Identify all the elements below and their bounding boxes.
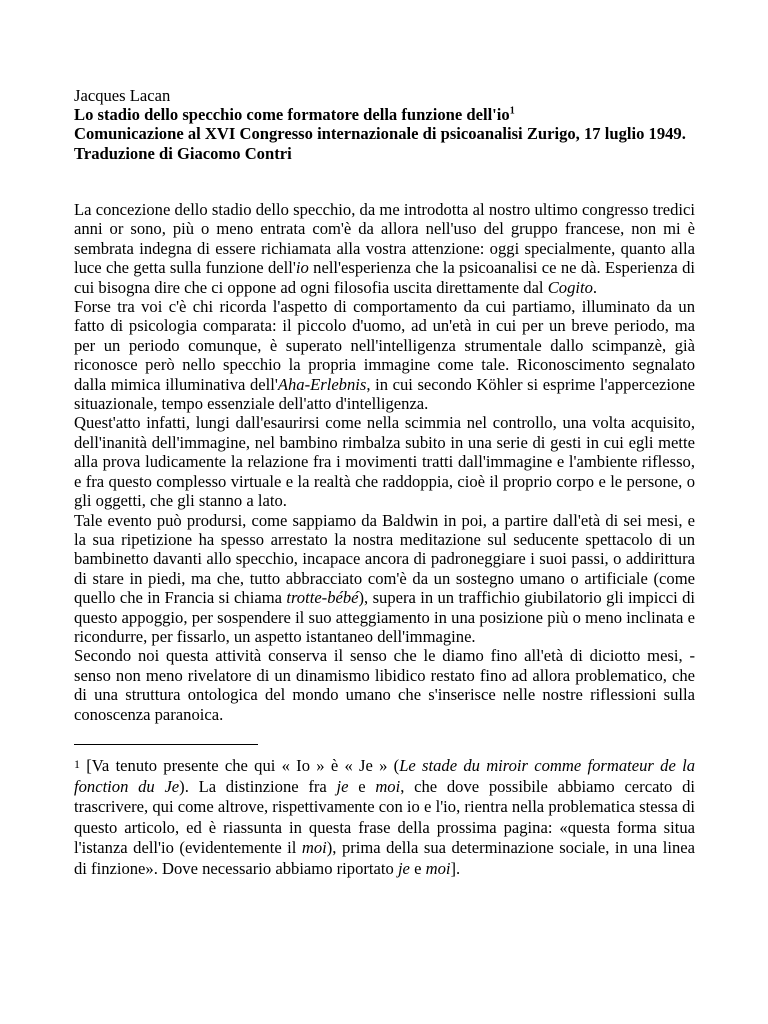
paragraph-1-italic-cogito: Cogito <box>547 277 593 297</box>
paragraph-4-text: Tale evento può prodursi, come sappiamo da Baldwin in poi, a partire dall'età di sei mesi, e la sua ripetizione ha spesso arrestato la nostra meditazione sul seducente spettacolo di un bambinetto davanti allo specchio, incapace ancora di padroneggiare i suoi passi, o addirittura di stare in piedi, ma che, tutto abbracciato com'è da un sostegno umano o artificiale (come quello che in Francia si chiama <box>74 510 695 608</box>
footnote-text-6: e <box>409 858 426 878</box>
footnote-text-4: , che dove possibile abbiamo cercato di trascrivere, qui come altrove, rispettivamente con io e l'io, rientra nella problematica stessa di questo articolo, ed è riassunta in questa frase della prossima pagina: «questa forma situa l'istanza dell'io (evidentemente il <box>74 776 695 858</box>
footnote-text-3: e <box>348 776 376 796</box>
footnote-text-2: ). La distinzione fra <box>179 776 337 796</box>
paragraph-2-text: Forse tra voi c'è chi ricorda l'aspetto di comportamento da cui partiamo, illuminato da un fatto di psicologia comparata: il piccolo d'uomo, ad un'età in cui per un breve periodo, ma per un periodo comunque, è superato nell'intelligenza strumentale dallo scimpanzè, già riconosce però nello specchio la propria immagine come tale. Riconoscimento segnalato dalla mimica illuminativa dell' <box>74 297 695 394</box>
author-name: Jacques Lacan <box>74 86 171 105</box>
paragraph-1-end: . <box>592 277 598 297</box>
footnote-italic-moi-3: moi <box>425 858 451 878</box>
footnote-1 <box>74 754 695 880</box>
footnote-italic-title: Le stade du miroir comme formateur de la fonction du Je <box>74 755 695 796</box>
document-title <box>74 105 695 124</box>
paragraph-4-text-cont: ), supera in un traffichio giubilatorio gli impicci di questo appoggio, per sospendere il suo atteggiamento in una posizione più o meno inclinata e ricondurre, per fissarlo, un aspetto istantaneo dell'immagine. <box>74 588 695 646</box>
paragraph-1 <box>74 200 695 297</box>
footnote-italic-moi: moi <box>375 776 401 796</box>
paragraph-4 <box>74 511 695 647</box>
paragraph-3: Quest'atto infatti, lungi dall'esaurirsi come nella scimmia nel controllo, una volta acquisito, dell'inanità dell'immagine, nel bambino rimbalza subito in una serie di gesti in cui egli mette alla prova ludicamente la relazione fra i movimenti tratti dall'immagine e l'ambiente riflesso, e fra questo complesso virtuale e la realtà che raddoppia, cioè il proprio corpo e le persone, o gli oggetti, che gli stanno a lato. <box>74 413 695 511</box>
paragraph-2-text-cont: , in cui secondo Köhler si esprime l'appercezione situazionale, tempo essenziale dell'atto d'intelligenza. <box>74 374 695 414</box>
footnote-divider <box>74 744 258 745</box>
footnote-text: [Va tenuto presente che qui « Io » è « Je » ( <box>80 755 400 775</box>
footnote-text-end: ]. <box>450 858 461 878</box>
footnote-text-5: ), prima della sua determinazione sociale, in una linea di finzione». Dove necessario abbiamo riportato <box>74 838 696 878</box>
paragraph-5: Secondo noi questa attività conserva il senso che le diamo fino all'età di diciotto mesi, - senso non meno rivelatore di un dinamismo libidico restato fino ad allora problematico, che di una struttura ontologica del mondo umano che s'inserisce nelle nostre riflessioni sulla conoscenza paranoica. <box>74 646 695 724</box>
footnote-italic-je: je <box>336 776 349 796</box>
footnote-italic-je-2: je <box>397 858 410 878</box>
paragraph-1-text: La concezione dello stadio dello specchio, da me introdotta al nostro ultimo congresso tredici anni or sono, più o meno entrata com'è da allora nell'uso del gruppo francese, non mi è sembrata indegna di essere richiamata alla vostra attenzione: oggi specialmente, quanto alla luce che getta sulla funzione dell' <box>74 200 695 278</box>
paragraph-2 <box>74 297 695 413</box>
paragraph-1-italic-io: io <box>295 258 309 278</box>
document-body <box>74 200 695 724</box>
footnote-mark: 1 <box>74 756 80 771</box>
footnote-italic-moi-2: moi <box>301 838 327 858</box>
document-title-text: Lo stadio dello specchio come formatore della funzione dell'io <box>74 105 510 124</box>
document-page <box>74 86 695 880</box>
document-subtitle: Comunicazione al XVI Congresso internazionale di psicoanalisi Zurigo, 17 luglio 1949. Traduzione di Giacomo Contri <box>74 124 686 163</box>
title-footnote-mark: 1 <box>509 105 515 117</box>
paragraph-4-italic-trotte-bebe: trotte-bébé <box>286 588 359 608</box>
paragraph-1-text-cont: nell'esperienza che la psicoanalisi ce ne dà. Esperienza di cui bisogna dire che ci oppone ad ogni filosofia uscita direttamente dal <box>74 258 695 297</box>
document-header <box>74 86 695 163</box>
paragraph-2-italic-aha-erlebnis: Aha-Erlebnis <box>277 374 367 394</box>
